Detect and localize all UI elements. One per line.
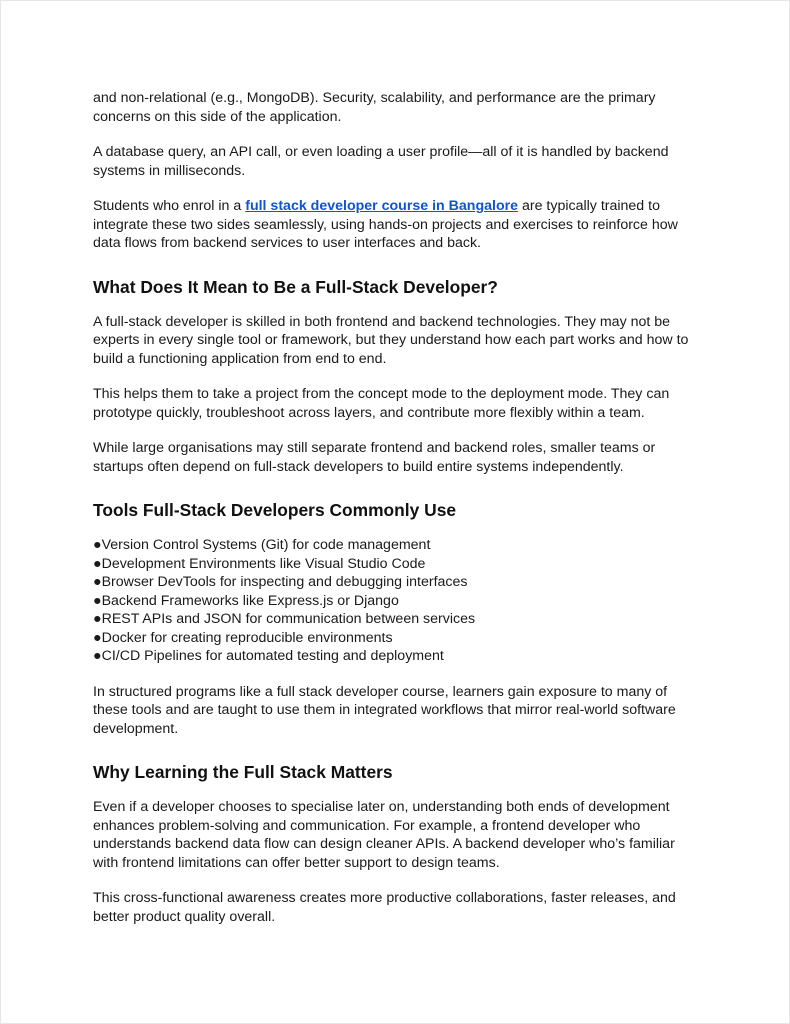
- list-item: ●Browser DevTools for inspecting and debugging interfaces: [93, 574, 468, 590]
- paragraph-text-before-link: Students who enrol in a: [93, 198, 246, 214]
- heading-why-full-stack: Why Learning the Full Stack Matters: [93, 762, 393, 782]
- document-body: [93, 89, 703, 926]
- paragraph-specialise: Even if a developer chooses to specialise later on, understanding both ends of development enhances problem-solving and communication. For example, a frontend developer who understands backend data flow can design cleaner APIs. A backend developer who’s familiar with frontend limitations can offer better support to design teams.: [93, 799, 675, 871]
- list-item: ●CI/CD Pipelines for automated testing and deployment: [93, 648, 444, 664]
- tools-list: [93, 536, 703, 666]
- list-item: ●Docker for creating reproducible environments: [93, 629, 393, 646]
- paragraph-structured-programs: In structured programs like a full stack developer course, learners gain exposure to many of these tools and are taught to use them in integrated workflows that mirror real-world software development.: [93, 683, 676, 737]
- heading-full-stack-meaning: What Does It Mean to Be a Full-Stack Developer?: [93, 276, 498, 297]
- paragraph-databases: and non-relational (e.g., MongoDB). Security, scalability, and performance are the primary concerns on this side of the application.: [93, 90, 656, 125]
- heading-tools: Tools Full-Stack Developers Commonly Use: [93, 500, 457, 520]
- course-link[interactable]: full stack developer course in Bangalore: [245, 198, 519, 214]
- paragraph-full-stack-definition: A full-stack developer is skilled in both frontend and backend technologies. They may not be experts in every single tool or framework, but they understand how each part works and how to build a functioning application from end to end.: [93, 313, 689, 367]
- paragraph-course-training: [93, 197, 703, 253]
- paragraph-text-after-link: are typically trained to integrate these two sides seamlessly, using hands-on projects and exercises to reinforce how data flows from backend services to user interfaces and back.: [93, 198, 678, 251]
- list-item: ●Backend Frameworks like Express.js or Django: [93, 592, 399, 609]
- list-item: ●Version Control Systems (Git) for code management: [93, 537, 431, 553]
- paragraph-cross-functional: This cross-functional awareness creates more productive collaborations, faster releases, and better product quality overall.: [93, 890, 676, 925]
- paragraph-project-lifecycle: This helps them to take a project from the concept mode to the deployment mode. They can prototype quickly, troubleshoot across layers, and contribute more flexibly within a team.: [93, 386, 670, 421]
- paragraph-organisations: While large organisations may still separate frontend and backend roles, smaller teams or startups often depend on full-stack developers to build entire systems independently.: [93, 440, 656, 475]
- list-item: ●Development Environments like Visual Studio Code: [93, 555, 426, 572]
- list-item: ●REST APIs and JSON for communication between services: [93, 611, 476, 627]
- paragraph-backend-systems: A database query, an API call, or even loading a user profile—all of it is handled by backend systems in milliseconds.: [93, 144, 669, 179]
